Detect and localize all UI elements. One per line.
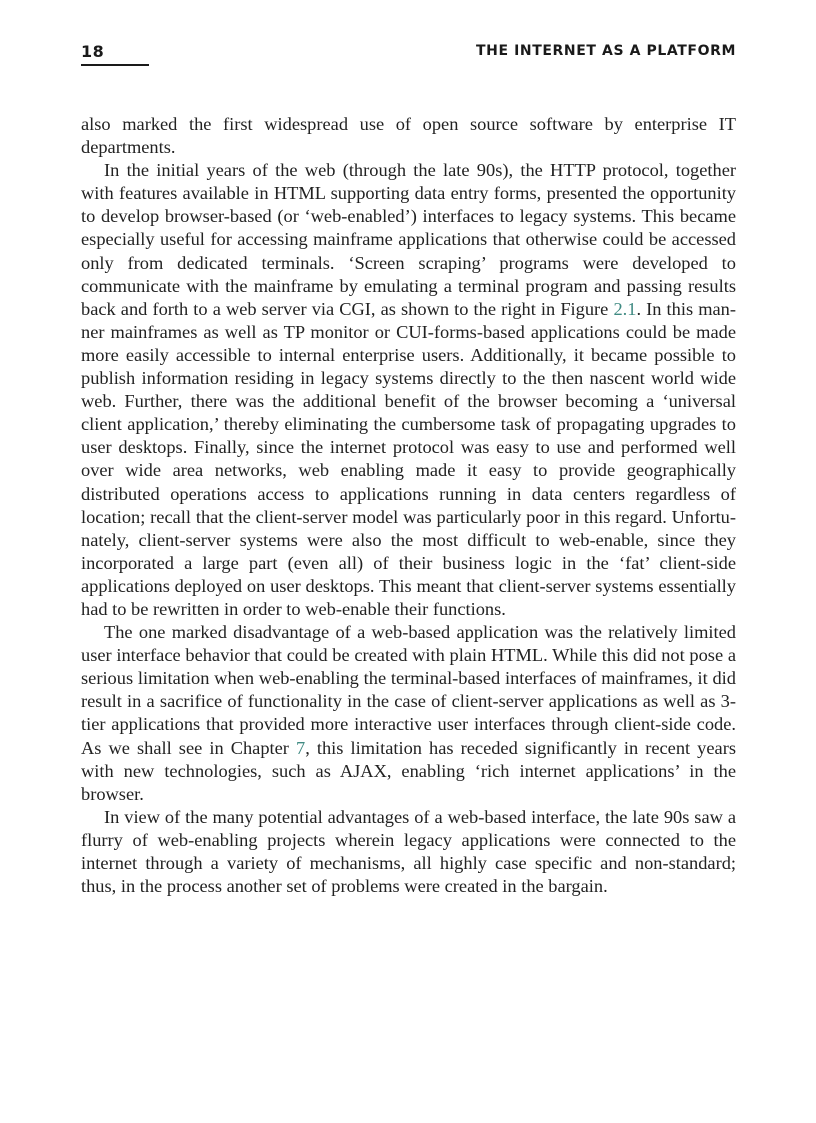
page-header bbox=[81, 40, 736, 66]
body-text bbox=[81, 113, 736, 898]
paragraph-flurry bbox=[81, 806, 736, 898]
page-number-rule bbox=[81, 64, 149, 66]
page-number: 18 bbox=[81, 42, 105, 61]
paragraph-web-enabling bbox=[81, 159, 736, 621]
paragraph-text: also marked the first widespread use of open source software by enterprise IT departments. bbox=[81, 114, 736, 158]
paragraph-text: The one marked disadvantage of a web-based application was the relatively limited user interface behavior that could be created with plain HTML. While this did not pose a serious limitation when web-enabling the terminal-based interfaces of mainframes, it did result in a sacrifice of functionality in the case of client-server applications as well as 3-tier applications that provided more interactive user interfaces through client-side code. As we shall see in Chapter bbox=[81, 622, 736, 758]
chapter-link[interactable]: 7 bbox=[295, 737, 306, 758]
paragraph-text: In the initial years of the web (through the late 90s), the HTTP protocol, together with features available in HTML supporting data entry forms, presented the opportunity to develop browser-based (or ‘web-enabled’) interfaces to legacy systems. This became especially useful for accessing mainframe applications that otherwise could be accessed only from dedicated terminals. ‘Screen scraping’ programs were developed to communicate with the mainframe by emulating a terminal program and passing results back and forth to a web server via CGI, as shown to the right in Figure bbox=[81, 160, 736, 319]
paragraph-continued bbox=[81, 113, 736, 159]
paragraph-disadvantage bbox=[81, 621, 736, 806]
running-head: THE INTERNET AS A PLATFORM bbox=[476, 43, 736, 59]
paragraph-text: . In this manner mainframes as well as TP monitor or CUI-forms-based applications could be made more easily accessible to internal enterprise users. Additionally, it became possible to publish information residing in legacy systems directly to the then nascent world wide web. Further, there was the additional benefit of the browser becoming a ‘universal client application,’ thereby eliminating the cumbersome task of propagating upgrades to user desktops. Finally, since the internet protocol was easy to use and performed well over wide area networks, web enabling made it easy to provide geographically distributed operations access to applications running in data centers regardless of location; recall that the client-server model was particularly poor in this regard. Unfortunately, client-server systems were also the most difficult to web-enable, since they incorporated a large part (even all) of their business logic in the ‘fat’ client-side applications deployed on user desktops. This meant that client-server systems essentially had to be rewritten in order to web-enable their functions. bbox=[81, 298, 736, 619]
figure-link[interactable]: 2.1 bbox=[613, 298, 637, 319]
paragraph-text: , this limitation has receded significantly in recent years with new technologies, such as AJAX, enabling ‘rich internet applications’ in the browser. bbox=[81, 737, 736, 804]
paragraph-text: In view of the many potential advantages of a web-based interface, the late 90s saw a flurry of web-enabling projects wherein legacy applications were connected to the internet through a variety of mechanisms, all highly case specific and non-standard; thus, in the process another set of problems were created in the bargain. bbox=[81, 806, 736, 897]
